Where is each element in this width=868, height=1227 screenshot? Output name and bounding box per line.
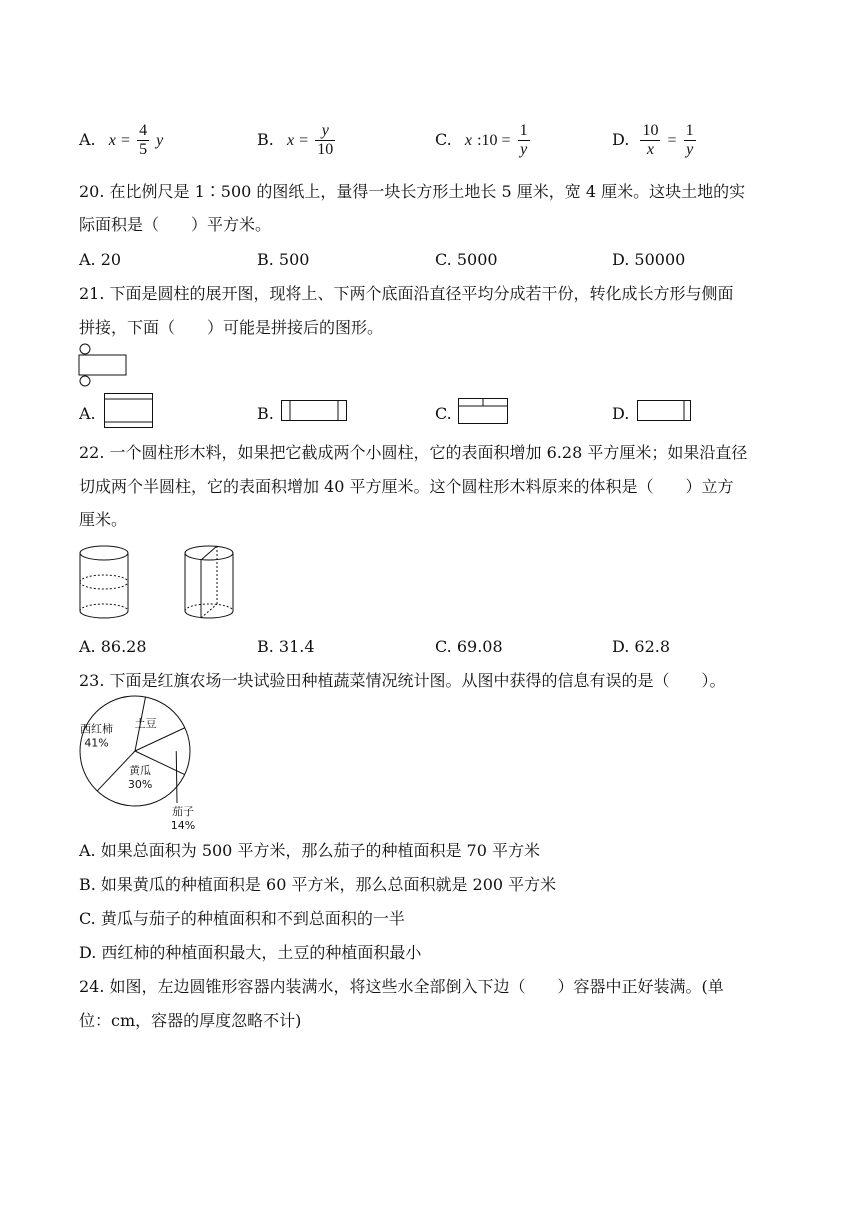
q21-option-b-figure [281,400,349,424]
q22-text-line2: 切成两个半圆柱，它的表面积增加 40 平方厘米。这个圆柱形木料原来的体积是（ ）立方 [79,477,734,496]
q20-option-b: B. 500 [257,250,310,269]
math-var: y [156,132,164,149]
q21-option-a-label: A. [79,404,96,423]
top-ellipse [80,546,128,560]
denominator: 10 [317,141,334,158]
cylinder-horizontal-cut-figure [78,545,134,621]
numerator: 1 [519,122,528,139]
lateral-rectangle [79,355,126,375]
q19-option-c [435,122,532,159]
q22-option-a: A. 86.28 [79,637,147,656]
fraction [640,122,660,159]
pie-slice-label: 黄瓜 [129,764,152,778]
numerator: 1 [685,122,694,139]
q24-text-line2: 位：cm，容器的厚度忽略不计) [79,1011,302,1030]
pie-slice-label: 茄子 [172,805,194,818]
q23-option-c: C. 黄瓜与茄子的种植面积和不到总面积的一半 [79,909,405,928]
q22-option-b: B. 31.4 [257,637,315,656]
numerator: y [315,122,335,141]
q23-option-a: A. 如果总面积为 500 平方米，那么茄子的种植面积是 70 平方米 [79,841,540,860]
option-label: A. [79,130,96,149]
q22-option-d: D. 62.8 [612,637,671,656]
math-var: x [464,132,472,149]
q24-text-line1: 24. 如图，左边圆锥形容器内装满水，将这些水全部倒入下边（ ）容器中正好装满。(单 [79,977,724,996]
q21-option-d-label: D. [612,404,630,423]
bottom-diameter [201,604,217,618]
q23-option-d: D. 西红柿的种植面积最大，土豆的种植面积最小 [79,943,422,962]
q21-text-line1: 21. 下面是圆柱的展开图，现将上、下两个底面沿直径平均分成若干份，转化成长方形与侧面 [79,284,734,303]
q21-option-b-label: B. [257,404,274,423]
bottom-base-circle [80,376,90,386]
q23-option-b: B. 如果黄瓜的种植面积是 60 平方米，那么总面积就是 200 平方米 [79,875,557,894]
q21-option-a-figure [104,393,156,429]
q19-option-d [612,122,698,159]
pie-slice-percent: 30% [127,778,153,792]
pie-slice-label: 土豆 [134,717,157,731]
pie-slice-percent: 41% [84,736,109,750]
outer-rect [282,401,347,421]
pie-slice-label: 西红柿 [80,722,114,736]
q20-text-line1: 20. 在比例尺是 1∶500 的图纸上，量得一块长方形土地长 5 厘米，宽 4 厘米。这块土地的实 [79,182,746,201]
bottom-front-arc [80,611,128,618]
q21-option-c-label: C. [435,404,452,423]
denominator: y [686,141,694,158]
q20-option-c: C. 5000 [435,250,498,269]
bottom-back-arc [80,604,128,611]
q21-option-d-figure [637,400,693,424]
top-base-circle [80,344,90,354]
math-eq: = [299,132,309,149]
pie-slice-boundary [135,728,185,751]
denominator: y [520,141,528,158]
numerator: 4 [139,122,148,139]
q22-option-c: C. 69.08 [435,637,503,656]
bottom-front-arc [185,611,233,618]
pie-slice-percent: 14% [170,819,196,832]
cut-back-arc [80,575,128,582]
vegetable-pie-chart [78,696,198,836]
q19-option-a [79,122,163,159]
math-ratio: :10 = [477,132,511,149]
q20-option-a: A. 20 [79,250,122,269]
q21-option-c-figure [458,398,510,426]
math-eq: = [667,132,677,149]
q21-text-line2: 拼接，下面（ ）可能是拼接后的图形。 [79,318,384,337]
option-label: D. [612,130,630,149]
pie-leader-line [176,751,177,803]
math-eq: = [120,132,130,149]
math-var: x [286,132,295,149]
denominator: 5 [139,141,148,158]
q22-text-line3: 厘米。 [79,510,128,529]
option-label: C. [435,130,452,149]
option-label: B. [257,130,274,149]
numerator: 10 [642,122,659,139]
cylinder-vertical-cut-figure [183,545,239,621]
q20-text-line2: 际面积是（ ）平方米。 [79,215,272,234]
fraction [315,122,335,159]
q20-option-d: D. 50000 [612,250,686,269]
denominator: x [646,141,654,158]
q22-text-line1: 22. 一个圆柱形木料，如果把它截成两个小圆柱，它的表面积增加 6.28 平方厘米；如果沿直径 [79,443,748,462]
math-var: x [108,132,116,149]
outer-rect [638,401,691,421]
q23-text-line1: 23. 下面是红旗农场一块试验田种植蔬菜情况统计图。从图中获得的信息有误的是（ ）。 [79,671,726,690]
q19-option-b [257,122,337,159]
top-diameter [201,546,217,560]
fraction [518,122,530,159]
fraction [684,122,696,159]
cut-front-arc [80,582,128,589]
bottom-back-arc [185,604,233,611]
cylinder-net-figure [76,343,136,391]
fraction [137,122,149,159]
